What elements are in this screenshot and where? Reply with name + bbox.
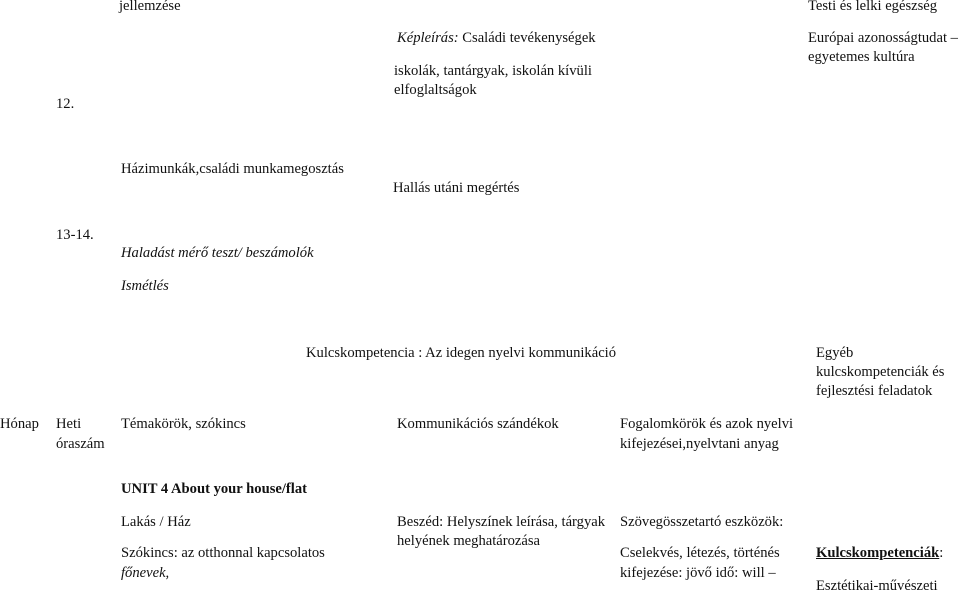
row-number-13-14: 13-14.: [56, 227, 94, 243]
fogalom-line1: Fogalomkörök és azok nyelvi: [620, 416, 794, 432]
europai-line2: egyetemes kultúra: [808, 49, 915, 65]
topics-line2: elfoglaltságok: [394, 82, 477, 98]
unit-title: UNIT 4 About your house/flat: [121, 481, 307, 497]
hazimunkak-text: Házimunkák,családi munkamegosztás: [121, 161, 344, 177]
row-number-12: 12.: [56, 96, 75, 112]
honap-header: Hónap: [0, 416, 39, 432]
heti-line2: óraszám: [56, 436, 105, 452]
ismetles-text: Ismétlés: [121, 278, 169, 294]
heti-line1: Heti: [56, 416, 82, 432]
szokincs-line2: főnevek,: [121, 565, 170, 581]
kulcskompetencia-header: Kulcskompetencia : Az idegen nyelvi kommunikáció: [306, 345, 617, 361]
cselekves-line1: Cselekvés, létezés, történés: [620, 545, 780, 561]
kommunikacios-header: Kommunikációs szándékok: [397, 416, 559, 432]
temakorok-header: Témakörök, szókincs: [121, 416, 246, 432]
beszed-line2: helyének meghatározása: [397, 533, 541, 549]
cell-text-jellemzese: jellemzése: [119, 0, 181, 14]
cselekves-line2: kifejezése: jövő idő: will –: [620, 565, 776, 581]
esztetikai-text: Esztétikai-művészeti: [816, 578, 938, 594]
hallas-text: Hallás utáni megértés: [393, 180, 520, 196]
haladast-text: Haladást mérő teszt/ beszámolók: [121, 245, 314, 261]
kulcskompetenciak-line: [816, 543, 943, 563]
szokincs-line1: Szókincs: az otthonnal kapcsolatos: [121, 545, 325, 561]
europai-line1: Európai azonosságtudat –: [808, 30, 958, 46]
egyeb-line2: kulcskompetenciák és: [816, 364, 945, 380]
egyeb-line3: fejlesztési feladatok: [816, 383, 933, 399]
fogalom-line2: kifejezései,nyelvtani anyag: [620, 436, 779, 452]
egyeb-line1: Egyéb: [816, 345, 854, 361]
lakas-text: Lakás / Ház: [121, 514, 191, 530]
topics-line1: iskolák, tantárgyak, iskolán kívüli: [394, 63, 592, 79]
szoveg-text: Szövegösszetartó eszközök:: [620, 514, 784, 530]
kepleiras-line: [397, 28, 596, 48]
cell-text-testi-lelki: Testi és lelki egészség: [808, 0, 938, 14]
kulcskompetenciak-colon: :: [939, 545, 944, 561]
beszed-line1: Beszéd: Helyszínek leírása, tárgyak: [397, 514, 606, 530]
kepleiras-label: Képleírás:: [397, 30, 459, 46]
kepleiras-text: Családi tevékenységek: [462, 30, 596, 46]
kulcskompetenciak-label: Kulcskompetenciák: [816, 545, 940, 561]
